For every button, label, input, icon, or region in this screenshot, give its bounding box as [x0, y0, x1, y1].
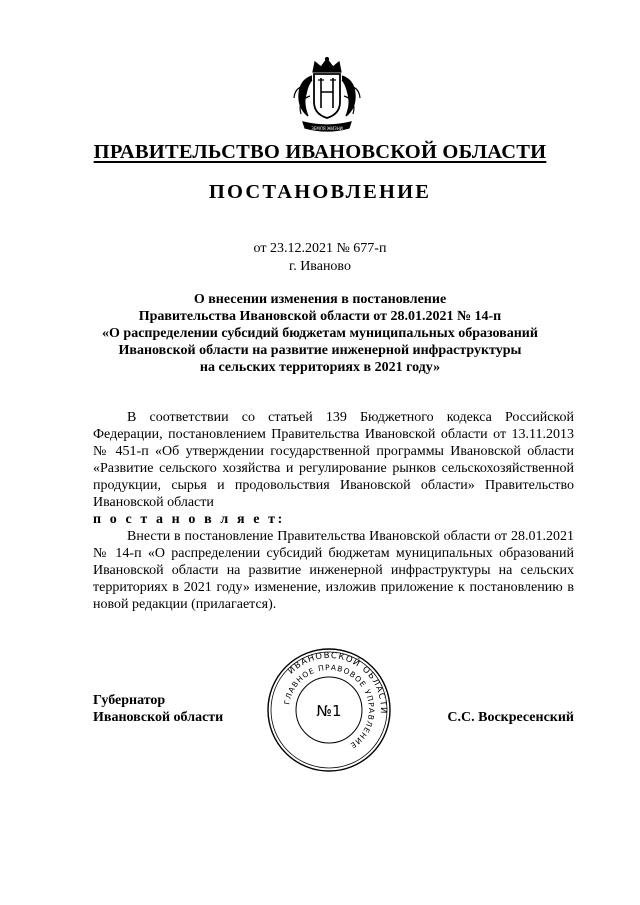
- organization-name: ПРАВИТЕЛЬСТВО ИВАНОВСКОЙ ОБЛАСТИ: [93, 141, 547, 163]
- subject-line: Ивановской области на развитие инженерной инфраструктуры: [118, 343, 522, 358]
- document-subject: [60, 291, 580, 376]
- official-stamp: [265, 646, 393, 774]
- signatory-title-line: Губернатор: [93, 693, 166, 708]
- stamp-number: №1: [316, 702, 342, 720]
- signatory-name: С.С. Воскресенский: [447, 710, 574, 725]
- emblem-motto: ЗЕМЛЯ ЖИЗНИ: [311, 126, 343, 131]
- preamble-paragraph: В соответствии со статьей 139 Бюджетного кодекса Российской Федерации, постановлением Правительства Ивановской области от 13.11.2013 № 451-п «Об утверждении государственной программы Ивановской области «Развитие сельского хозяйства и регулирование рынков сельскохозяйственной продукции, сырья и продовольствия Ивановской области» Правительство Ивановской области: [93, 410, 574, 510]
- date-number: от 23.12.2021 № 677-п: [253, 241, 387, 256]
- subject-line: О внесении изменения в постановление: [193, 292, 447, 307]
- signatory-title: [93, 692, 223, 726]
- organization-title: [0, 141, 640, 164]
- stamp-inner-text: ГЛАВНОЕ ПРАВОВОЕ УПРАВЛЕНИЕ: [282, 662, 377, 751]
- coat-of-arms-icon: [291, 56, 363, 134]
- stamp-outer-text: ИВАНОВСКОЙ ОБЛАСТИ: [286, 650, 389, 715]
- resolves-word: п о с т а н о в л я е т:: [93, 512, 285, 527]
- subject-line: на сельских территориях в 2021 году»: [199, 360, 441, 375]
- resolution-paragraph: Внести в постановление Правительства Ивановской области от 28.01.2021 № 14-п «О распределении субсидий бюджетам муниципальных образований Ивановской области на развитие инженерной инфраструктуры на сельских территориях в 2021 году» изменение, изложив приложение к постановлению в новой редакции (прилагается).: [93, 529, 574, 612]
- signatory-title-line: Ивановской области: [93, 710, 224, 725]
- city: г. Иваново: [289, 259, 351, 274]
- document-type: ПОСТАНОВЛЕНИЕ: [208, 181, 432, 203]
- subject-line: Правительства Ивановской области от 28.01.2021 № 14-п: [138, 309, 502, 324]
- subject-line: «О распределении субсидий бюджетам муниципальных образований: [102, 326, 538, 341]
- document-body: [93, 409, 574, 613]
